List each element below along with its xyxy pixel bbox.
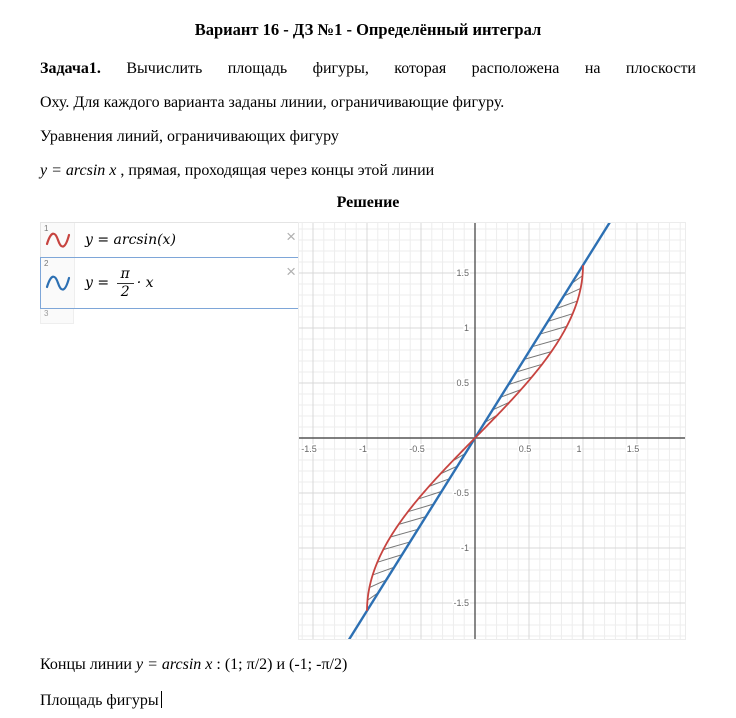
expression-input-1[interactable]: y = arcsin(x) xyxy=(85,232,176,248)
expression-row-2[interactable] xyxy=(40,257,304,309)
ends-line xyxy=(40,650,696,680)
major-grid xyxy=(299,223,686,640)
svg-text:-1: -1 xyxy=(460,543,469,553)
ends-math: y = arcsin x xyxy=(135,656,213,673)
expression-index: 1 xyxy=(44,224,49,233)
svg-text:1: 1 xyxy=(463,323,469,333)
problem-label: Задача1. xyxy=(40,60,101,77)
svg-text:1: 1 xyxy=(576,444,582,454)
problem-line3: Уравнения линий, ограничивающих фигуру xyxy=(40,128,339,145)
line-pi-over-2-x[interactable] xyxy=(299,222,686,640)
fraction-numerator: π xyxy=(117,266,134,283)
svg-text:0.5: 0.5 xyxy=(518,444,532,454)
close-icon[interactable]: × xyxy=(286,262,296,281)
solution-heading: Решение xyxy=(336,194,400,211)
expression-index: 2 xyxy=(44,259,49,268)
ends-prefix: Концы линии xyxy=(40,656,136,673)
area-line xyxy=(40,686,696,716)
desmos-expression-list xyxy=(40,222,304,324)
expression-row-1[interactable] xyxy=(40,222,304,258)
svg-text:-0.5: -0.5 xyxy=(409,444,425,454)
expression-gutter-1[interactable] xyxy=(41,223,75,257)
document-title: Вариант 16 - ДЗ №1 - Определённый интеграл xyxy=(194,20,542,39)
desmos-screenshot xyxy=(40,222,696,642)
wave-icon xyxy=(44,227,72,253)
svg-text:1.5: 1.5 xyxy=(456,268,469,278)
svg-text:-1.5: -1.5 xyxy=(453,598,469,608)
fraction xyxy=(117,266,134,299)
ends-rest: : (1; π/2) и (-1; -π/2) xyxy=(212,656,348,673)
graph-svg[interactable] xyxy=(298,222,686,640)
problem-line1-text: Вычислить площадь фигуры, которая расположена на плоскости xyxy=(100,60,696,77)
expr2-rhs: · x xyxy=(136,275,154,292)
close-icon[interactable]: × xyxy=(286,227,296,246)
equation-line-rest: , прямая, проходящая через концы этой линии xyxy=(116,162,435,179)
expression-gutter-2[interactable] xyxy=(41,258,75,308)
wave-icon xyxy=(44,270,72,296)
problem-line2: Оху. Для каждого варианта заданы линии, ограничивающие фигуру. xyxy=(40,94,505,111)
svg-text:-1.5: -1.5 xyxy=(301,444,317,454)
area-label: Площадь фигуры xyxy=(40,692,159,709)
minor-grid xyxy=(299,223,686,640)
svg-text:0.5: 0.5 xyxy=(456,378,469,388)
expr2-lhs: y = xyxy=(85,275,114,292)
next-expression-stub[interactable] xyxy=(40,309,74,324)
text-cursor xyxy=(161,691,163,708)
equation-math: y = arcsin x xyxy=(40,162,117,179)
expression-input-2[interactable] xyxy=(75,260,303,305)
fraction-denominator: 2 xyxy=(120,283,130,300)
equation-line xyxy=(40,154,696,188)
svg-text:-0.5: -0.5 xyxy=(453,488,469,498)
next-expression-index: 3 xyxy=(44,309,49,318)
svg-text:-1: -1 xyxy=(358,444,368,454)
svg-text:1.5: 1.5 xyxy=(626,444,640,454)
problem-line1 xyxy=(40,52,696,86)
